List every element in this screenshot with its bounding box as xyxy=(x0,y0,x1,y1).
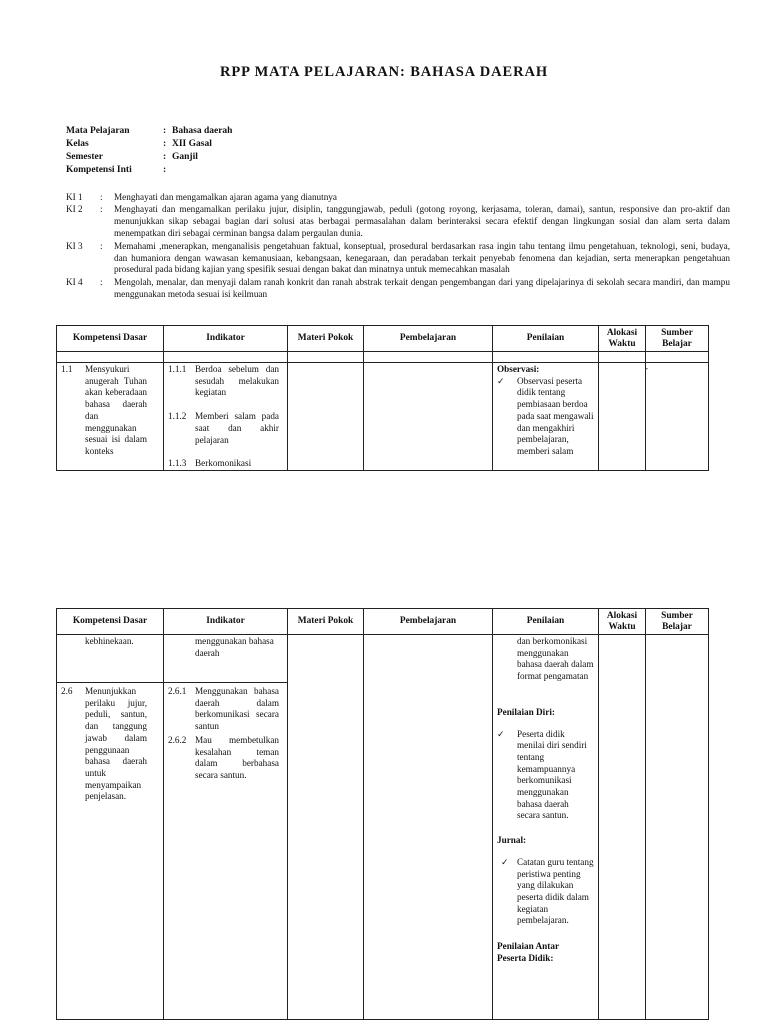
indikator-text: Memberi salam pada saat dan akhir pelajaran xyxy=(195,411,279,445)
meta-label: Semester xyxy=(66,152,103,162)
checkmark-icon: ✓ xyxy=(497,728,505,739)
meta-value: Ganjil xyxy=(172,152,198,162)
checkmark-icon: ✓ xyxy=(501,856,509,867)
kd-continuation: kebhinekaan. xyxy=(85,636,134,646)
checkmark-icon: ✓ xyxy=(497,375,505,386)
indikator-cell xyxy=(164,635,288,1020)
kd-number: 1.1 xyxy=(61,364,73,374)
jurnal-heading: Jurnal: xyxy=(497,835,527,846)
pembelajaran-cell xyxy=(364,363,493,471)
ki-colon: : xyxy=(100,192,103,202)
sumber-cell xyxy=(646,363,709,471)
penilaian-diri-item: Peserta didik menilai diri sendiri tentang kemampuannya berkomunikasi menggunakan bahasa daerah secara santun. xyxy=(517,728,587,821)
table-header-row xyxy=(57,609,709,635)
meta-row-kelas xyxy=(66,138,232,151)
meta-colon: : xyxy=(163,152,167,162)
ki-code: KI 1 xyxy=(66,192,83,202)
materi-cell xyxy=(288,635,364,1020)
header-sumber-belajar: Sumber Belajar xyxy=(646,326,709,352)
ki-item xyxy=(66,204,730,240)
penilaian-diri-heading: Penilaian Diri: xyxy=(497,706,555,717)
header-pembelajaran: Pembelajaran xyxy=(364,609,493,635)
ki-text: Menghayati dan mengamalkan ajaran agama yang dianutnya xyxy=(114,192,337,202)
table-row xyxy=(57,635,709,1020)
ki-colon: : xyxy=(100,276,103,287)
alokasi-cell xyxy=(599,635,646,1020)
indikator-number: 1.1.1 xyxy=(168,364,187,374)
meta-colon: : xyxy=(163,165,167,175)
meta-row-mapel xyxy=(66,125,232,138)
header-pembelajaran: Pembelajaran xyxy=(364,326,493,352)
kd-text: Mensyukuri anugerah Tuhan akan keberadaan bahasa daerah dan menggunakan sesuai isi dalam konteks xyxy=(85,364,147,456)
header-alokasi-waktu: Alokasi Waktu xyxy=(599,609,646,635)
indikator-continuation: menggunakan bahasa daerah xyxy=(195,636,274,658)
header-materi-pokok: Materi Pokok xyxy=(288,326,364,352)
header-alokasi-waktu: Alokasi Waktu xyxy=(599,326,646,352)
header-kompetensi-dasar: Kompetensi Dasar xyxy=(57,609,164,635)
kd-number: 2.6 xyxy=(61,686,73,696)
meta-label: Kelas xyxy=(66,139,89,149)
ki-item xyxy=(66,241,730,277)
table-spacer-row xyxy=(57,352,709,363)
ki-colon: : xyxy=(100,204,103,215)
header-sumber-belajar: Sumber Belajar xyxy=(646,609,709,635)
kompetensi-inti-list xyxy=(66,192,730,301)
meta-value: XII Gasal xyxy=(172,139,212,149)
header-penilaian: Penilaian xyxy=(493,326,599,352)
ki-item xyxy=(66,192,730,204)
kd-text: Menunjukkan perilaku jujur, peduli, santun, dan tanggung jawab dalam penggunaan bahasa daerah untuk menyampaikan penjelasan. xyxy=(85,686,147,802)
meta-block xyxy=(66,125,232,177)
materi-cell xyxy=(288,363,364,471)
header-kompetensi-dasar: Kompetensi Dasar xyxy=(57,326,164,352)
meta-colon: : xyxy=(163,139,167,149)
table-header-row xyxy=(57,326,709,352)
kd-cell xyxy=(57,363,164,471)
rpp-table-2 xyxy=(56,608,709,1020)
kd-cell xyxy=(57,635,164,1020)
indikator-number: 2.6.2 xyxy=(168,734,187,745)
header-indikator: Indikator xyxy=(164,326,288,352)
header-materi-pokok: Materi Pokok xyxy=(288,609,364,635)
alokasi-cell xyxy=(599,363,646,471)
header-penilaian: Penilaian xyxy=(493,609,599,635)
penilaian-continuation: dan berkomonikasi menggunakan bahasa daerah dalam format pengamatan xyxy=(517,636,594,682)
pembelajaran-cell xyxy=(364,635,493,1020)
sumber-cell xyxy=(646,635,709,1020)
meta-row-semester xyxy=(66,151,232,164)
meta-colon: : xyxy=(163,126,167,136)
indikator-number: 2.6.1 xyxy=(168,686,187,696)
indikator-text: Berkomonikasi xyxy=(195,458,252,469)
sumber-mark: - xyxy=(645,363,649,373)
rpp-table-1 xyxy=(56,325,709,471)
jurnal-item: Catatan guru tentang peristiwa penting yang dilakukan peserta didik dalam kegiatan pembelajaran. xyxy=(517,856,594,926)
ki-text: Menghayati dan mengamalkan perilaku jujur, disiplin, tanggungjawab, peduli (gotong royong, kerjasama, toleran, damai), santun, responsive dan pro-aktif dan menunjukkan sikap sebagai bagian dari solusi atas berbagai permasalahan dalam berinteraksi secara efektif dengan lingkungan sosial dan alam serta dalam menempatkan diri sebagai cerminan bangsa dalam pergaulan dunia. xyxy=(114,204,730,239)
ki-code: KI 4 xyxy=(66,276,83,287)
ki-item xyxy=(66,277,730,301)
indikator-number: 1.1.2 xyxy=(168,411,187,422)
penilaian-heading: Observasi: xyxy=(497,364,540,374)
indikator-cell xyxy=(164,363,288,471)
indikator-text: Menggunakan bahasa daerah dalam berkomunikasi secara santun xyxy=(195,686,279,732)
penilaian-cell xyxy=(493,635,599,1020)
ki-code: KI 2 xyxy=(66,204,83,215)
penilaian-antar-heading: Penilaian Antar Peserta Didik: xyxy=(497,941,559,963)
ki-text: Mengolah, menalar, dan menyaji dalam ranah konkrit dan ranah abstrak terkait dengan pengembangan dari yang dipelajarinya di sekolah secara mandiri, dan mampu menggunakan metoda sesuai isi keilmuan xyxy=(114,276,730,299)
indikator-text: Berdoa sebelum dan sesudah melakukan kegiatan xyxy=(195,364,279,398)
meta-label: Kompetensi Inti xyxy=(66,165,132,175)
header-indikator: Indikator xyxy=(164,609,288,635)
table-row xyxy=(57,363,709,471)
document-title: RPP MATA PELAJARAN: BAHASA DAERAH xyxy=(219,64,549,80)
ki-text: Memahami ,menerapkan, menganalisis pengetahuan faktual, konseptual, prosedural berdasarkan rasa ingin tahu tentang ilmu pengetahuan, teknologi, seni, budaya, dan humaniora dengan wawasan kemanusiaan, kebangsaan, kenegaraan, dan peradaban terkait penyebab fenomena dan kejadian, serta menerapkan pengetahuan prosedural pada bidang kajian yang spesifik sesuai dengan bakat dan minatnya untuk memecahkan masalah xyxy=(114,240,730,275)
meta-value: Bahasa daerah xyxy=(172,126,233,136)
penilaian-cell xyxy=(493,363,599,471)
ki-colon: : xyxy=(100,240,103,251)
meta-label: Mata Pelajaran xyxy=(66,126,130,136)
ki-code: KI 3 xyxy=(66,240,83,251)
indikator-text: Mau membetulkan kesalahan teman dalam berbahasa secara santun. xyxy=(195,734,279,780)
indikator-number: 1.1.3 xyxy=(168,458,187,469)
penilaian-item: Observasi peserta didik tentang pembiasaan berdoa pada saat mengawali dan mengakhiri pembelajaran, memberi salam xyxy=(517,375,594,456)
meta-row-ki xyxy=(66,164,232,177)
